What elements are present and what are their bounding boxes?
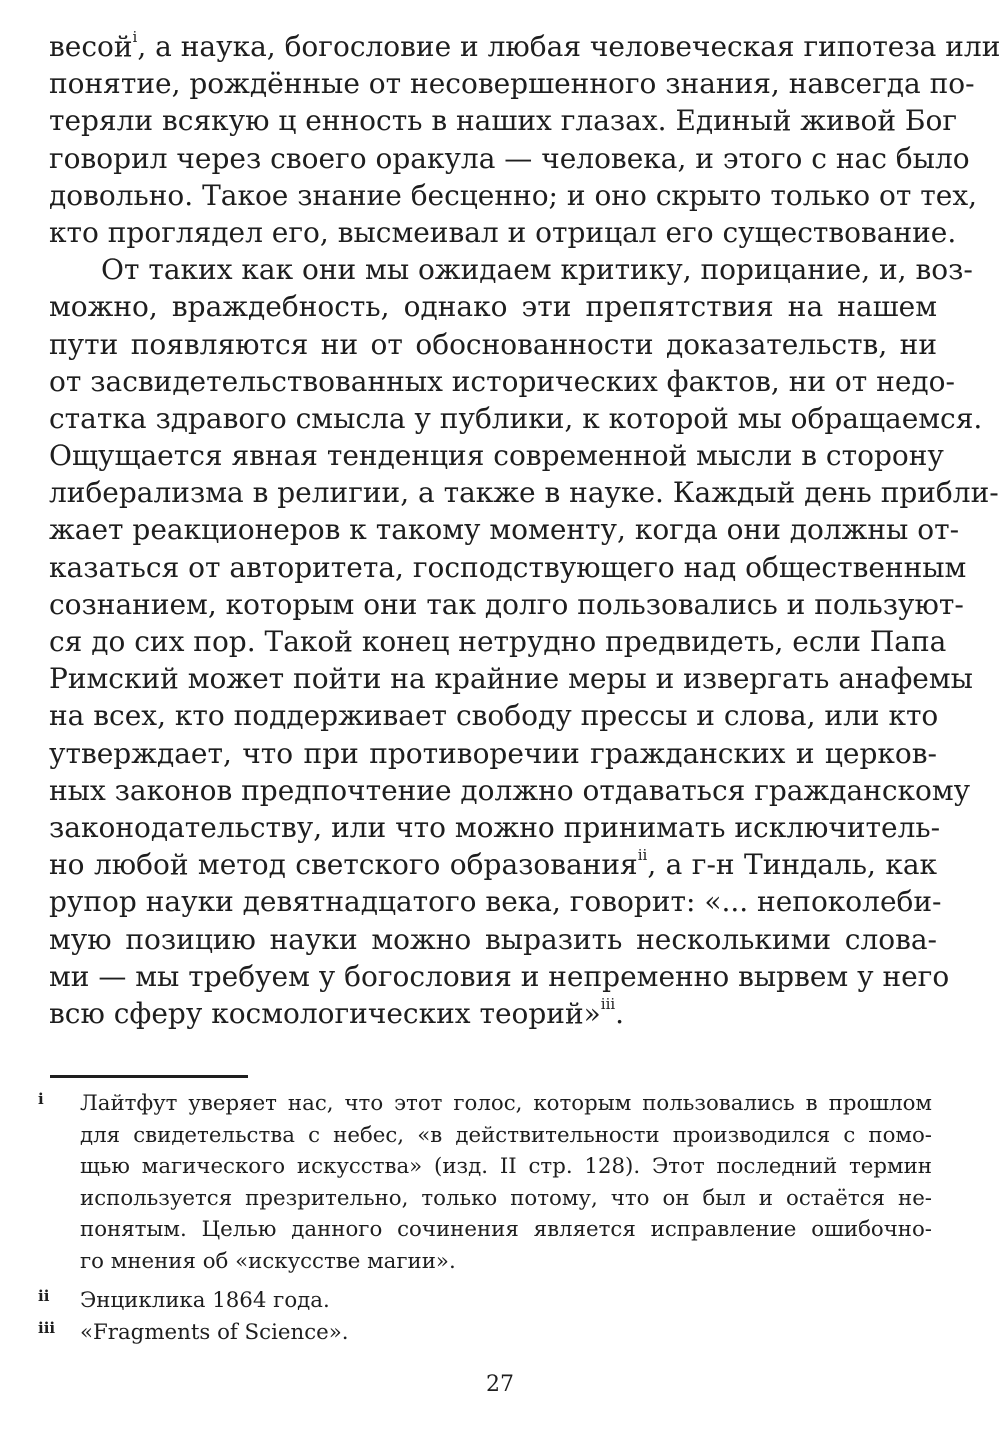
footnote-line: щью магического искусства» (изд. II стр. 128). Этот последний термин [80, 1154, 932, 1179]
text-line: понятие, рождённые от несовершенного знания, навсегда по- [49, 67, 975, 101]
text-line: довольно. Такое знание бесценно; и оно скрыто только от тех, [49, 178, 978, 212]
text-line: весой$^i$, а наука, богословие и любая человеческая гипотеза или [49, 28, 1000, 63]
text-line: сознанием, которым они так долго пользовались и пользуют- [49, 587, 964, 621]
text-line: жает реакционеров к такому моменту, когда они должны от- [49, 513, 960, 547]
text-line: От таких как они мы ожидаем критику, порицание, и, воз- [101, 253, 973, 287]
text-line: Ощущается явная тенденция современной мысли в сторону [49, 439, 944, 473]
text-line: рупор науки девятнадцатого века, говорит: «... непоколеби- [49, 885, 942, 919]
text-line: законодательству, или что можно принимать исключитель- [49, 810, 941, 844]
text-line: кто проглядел его, высмеивал и отрицал его существование. [49, 215, 957, 249]
text-line: либерализма в религии, а также в науке. Каждый день прибли- [49, 476, 999, 510]
footnote-marker-iii: iii [38, 1318, 56, 1337]
footnote-line: iii «Fragments of Science». [80, 1317, 932, 1349]
text-line: Римский может пойти на крайние меры и извергать анафемы [49, 662, 973, 696]
text-line: но любой метод светского образования$^{ii}$, а г-н Тиндаль, как [49, 846, 938, 882]
text-line: утверждает, что при противоречии гражданских и церков- [49, 736, 937, 770]
footnote-marker-i: i [38, 1090, 44, 1108]
footnote-separator [50, 1075, 248, 1078]
footnote-line: i Лайтфут уверяет нас, что этот голос, которым пользовались в прошлом [80, 1088, 932, 1120]
text-line: пути появляются ни от обоснованности доказательств, ни [49, 327, 937, 361]
text-line: статка здравого смысла у публики, к которой мы обращаемся. [49, 401, 983, 435]
text-line: говорил через своего оракула — человека, и этого с нас было [49, 141, 970, 175]
text-line: от засвидетельствованных исторических фактов, ни от недо- [49, 364, 955, 398]
footnote-line: для свидетельства с небес, «в действительности производился с помо- [80, 1122, 932, 1148]
text-line: можно, враждебность, однако эти препятствия на нашем [49, 290, 937, 324]
footnote-line: ii Энциклика 1864 года. [80, 1285, 932, 1317]
footnote-line: го мнения об «искусстве магии». [80, 1248, 456, 1274]
footnote-line: понятым. Целью данного сочинения является исправление ошибочно- [80, 1217, 932, 1242]
footnote-ref-iii[interactable]: iii [600, 994, 616, 1013]
page-number: 27 [486, 1372, 514, 1397]
footnote-marker-ii: ii [38, 1287, 50, 1305]
footnote-ref-i[interactable]: i [132, 28, 138, 46]
text-line: ся до сих пор. Такой конец нетрудно предвидеть, если Папа [49, 625, 947, 658]
footnotes [0, 1088, 1000, 1348]
text-line: всю сферу космологических теорий»$^{iii}$. [49, 994, 625, 1030]
text-line: ных законов предпочтение должно отдаваться гражданскому [49, 773, 971, 807]
text-line: казаться от авторитета, господствующего над общественным [49, 550, 967, 584]
main-text [49, 28, 1000, 1032]
text-line: ми — мы требуем у богословия и непременно вырвем у него [49, 959, 950, 993]
footnote-ref-ii[interactable]: ii [637, 846, 648, 865]
text-line: мую позицию науки можно выразить несколькими слова- [49, 922, 937, 956]
footnote-line: используется презрительно, только потому, что он был и остаётся не- [80, 1185, 932, 1211]
text-line: на всех, кто поддерживает свободу прессы и слова, или кто [49, 699, 939, 733]
text-line: теряли всякую ц енность в наших глазах. Единый живой Бог [49, 104, 958, 138]
